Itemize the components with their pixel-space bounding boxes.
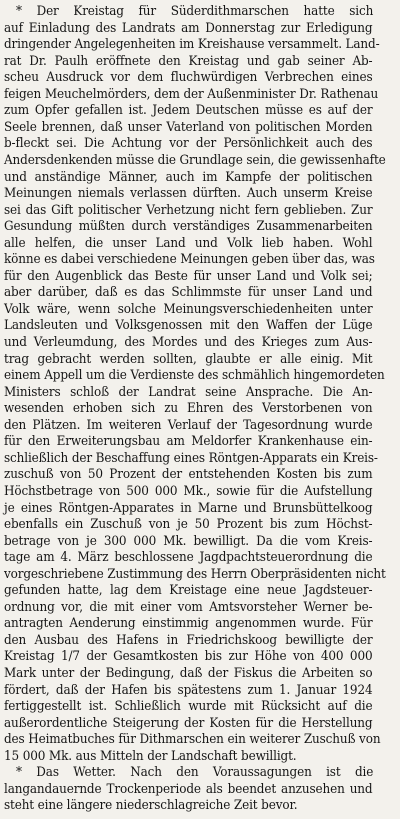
- article-line: den Plätzen. Im weiteren Verlauf der Tagesordnung wurde: [4, 417, 373, 433]
- article-line: schließlich der Beschaffung eines Röntgen-Apparats ein Kreis-: [4, 450, 378, 466]
- article-line: betrage von je 300 000 Mk. bewilligt. Da die vom Kreis-: [4, 533, 373, 549]
- article-line: Höchstbetrage von 500 000 Mk., sowie für die Aufstellung: [4, 483, 373, 499]
- article-line: einem Appell um die Verdienste des schmählich hingemordeten: [4, 368, 385, 384]
- article-line: für den Erweiterungsbau am Meldorfer Krankenhause ein-: [4, 434, 373, 450]
- article-line: 15 000 Mk. aus Mitteln der Landschaft bewilligt.: [4, 748, 297, 764]
- article-line: auf Einladung des Landrats am Donnerstag zur Erledigung: [4, 20, 373, 36]
- article-line: b-fleckt sei. Die Achtung vor der Persönlichkeit auch des: [4, 136, 373, 152]
- article-line: Kreistag 1/7 der Gesamtkosten bis zur Höhe von 400 000: [4, 649, 373, 665]
- article-line: Andersdenkenden müsse die Grundlage sein, die gewissenhafte: [4, 152, 386, 168]
- article-line: dringender Angelegenheiten im Kreishause versammelt. Land-: [4, 37, 380, 53]
- article-line: gefunden hatte, lag dem Kreistage eine neue Jagdsteuer-: [4, 583, 373, 599]
- article-line: sei das Gift politischer Verhetzung nicht fern geblieben. Zur: [4, 202, 373, 218]
- article-line: Volk wäre, wenn solche Meinungsverschiedenheiten unter: [4, 301, 373, 317]
- article-line: tage am 4. März beschlossene Jagdpachtsteuerordnung die: [4, 550, 373, 566]
- article-line: ordnung vor, die mit einer vom Amtsvorsteher Werner be-: [4, 599, 373, 615]
- article-line: des Heimatbuches für Dithmarschen ein weiterer Zuschuß von: [4, 732, 381, 748]
- article-line: * Der Kreistag für Süderdithmarschen hatte sich: [16, 4, 374, 19]
- article-line: wesenden erhoben sich zu Ehren des Verstorbenen von: [4, 401, 373, 417]
- article-line: Landsleuten und Volksgenossen mit den Waffen der Lüge: [4, 318, 373, 334]
- article-line: und Verleumdung, des Mordes und des Krieges zum Aus-: [4, 335, 373, 350]
- article-line: langandauernde Trockenperiode als beendet anzusehen und: [4, 781, 373, 797]
- article-line: steht eine längere niederschlagreiche Zeit bevor.: [4, 798, 298, 814]
- article-line: Mark unter der Bedingung, daß der Fiskus die Arbeiten so: [4, 666, 373, 681]
- article-line: rat Dr. Paulh eröffnete den Kreistag und gab seiner Ab-: [4, 53, 373, 69]
- article-line: trag gebracht werden sollten, glaubte er alle einig. Mit: [4, 351, 373, 367]
- article-line: zuschuß von 50 Prozent der entstehenden Kosten bis zum: [4, 467, 373, 483]
- article-line: Seele brennen, daß unser Vaterland von politischen Morden: [4, 119, 373, 135]
- article-line: und anständige Männer, auch im Kampfe der politischen: [4, 169, 373, 185]
- article-line: Gesundung müßten durch verständiges Zusammenarbeiten: [4, 219, 373, 235]
- article-line: Ministers schloß der Landrat seine Ansprache. Die An-: [4, 384, 373, 400]
- article-line: aber darüber, daß es das Schlimmste für unser Land und: [4, 285, 373, 301]
- article-line: scheu Ausdruck vor dem fluchwürdigen Verbrechen eines: [4, 70, 373, 86]
- article-line: den Ausbau des Hafens in Friedrichskoog bewilligte der: [4, 632, 373, 648]
- article-line: antragten Aenderung einstimmig angenommen wurde. Für: [4, 616, 373, 632]
- article-line: * Das Wetter. Nach den Voraussagungen ist die: [16, 765, 374, 781]
- article-line: für den Augenblick das Beste für unser Land und Volk sei;: [4, 268, 373, 284]
- article-line: fördert, daß der Hafen bis spätestens zum 1. Januar 1924: [4, 682, 373, 698]
- article-line: ebenfalls ein Zuschuß von je 50 Prozent bis zum Höchst-: [4, 517, 373, 533]
- article-line: außerordentliche Steigerung der Kosten für die Herstellung: [4, 715, 373, 731]
- article-line: alle helfen, die unser Land und Volk lieb haben. Wohl: [4, 235, 373, 251]
- article-line: vorgeschriebene Zustimmung des Herrn Oberpräsidenten nicht: [4, 566, 386, 582]
- article-line: zum Opfer gefallen ist. Jedem Deutschen müsse es auf der: [4, 103, 373, 119]
- article-line: feigen Meuchelmörders, dem der Außenminister Dr. Rathenau: [4, 86, 379, 102]
- article-line: fertiggestellt ist. Schließlich wurde mit Rücksicht auf die: [4, 699, 373, 715]
- article-line: könne es dabei verschiedene Meinungen geben über das, was: [4, 252, 375, 268]
- article-line: Meinungen niemals verlassen dürften. Auch unserm Kreise: [4, 186, 373, 202]
- article-line: je eines Röntgen-Apparates in Marne und Brunsbüttelkoog: [4, 500, 373, 516]
